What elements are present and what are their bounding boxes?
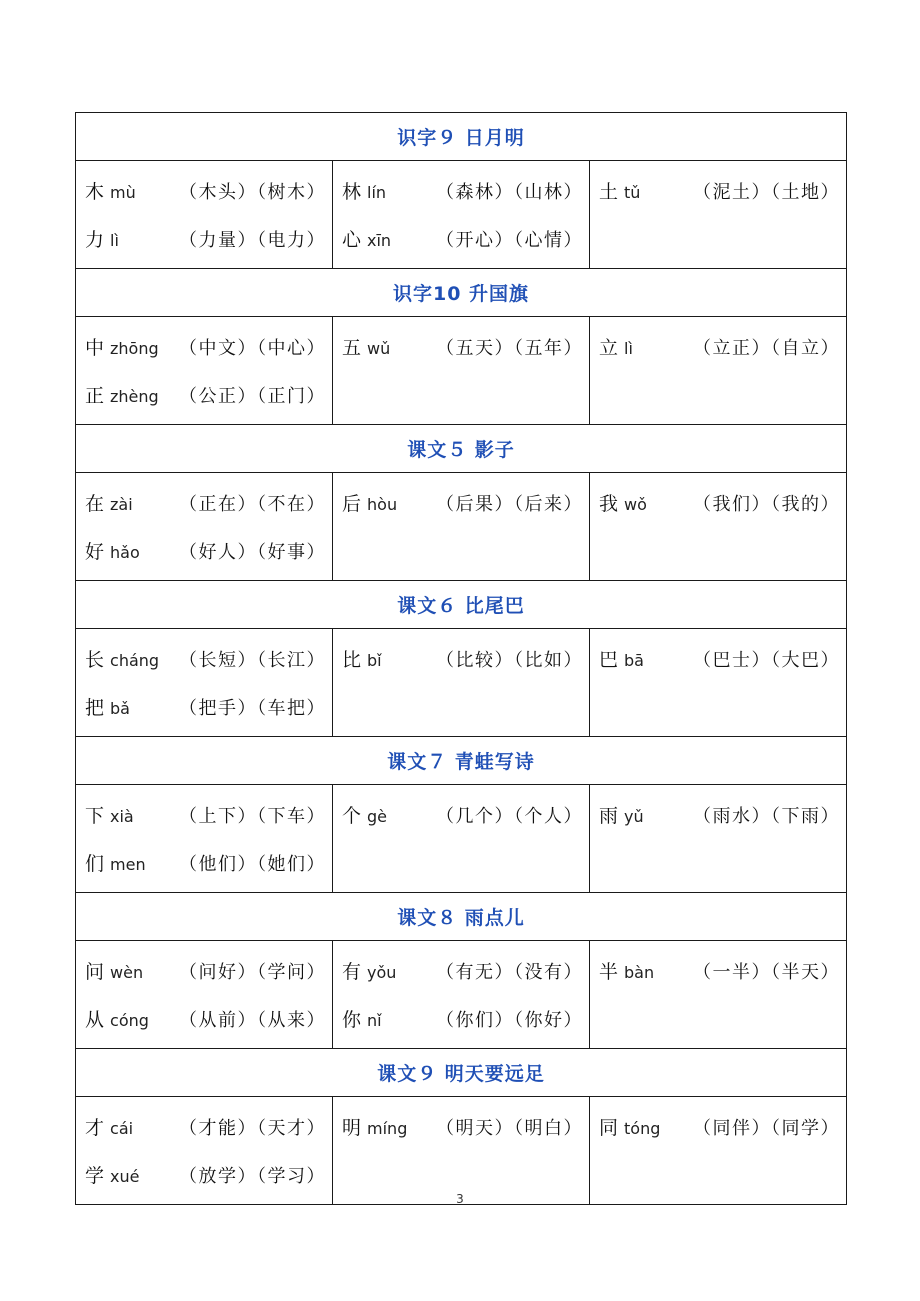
character-with-pinyin [342, 1104, 407, 1153]
vocab-entry [342, 324, 583, 372]
vocab-entry [85, 372, 326, 420]
character-with-pinyin [342, 168, 386, 217]
pinyin: xīn [367, 231, 392, 250]
vocab-entry [85, 480, 326, 528]
vocab-entry [599, 792, 840, 840]
entry-cell [76, 161, 333, 269]
example-words: （从前）（从来） [179, 1010, 326, 1031]
hanzi-character: 林 [342, 181, 362, 203]
entry-cell [76, 941, 333, 1049]
entry-list [333, 473, 589, 532]
section-header-row [76, 1049, 847, 1097]
hanzi-character: 长 [85, 649, 105, 671]
section-header-cell [76, 893, 847, 941]
entry-list [76, 629, 332, 736]
section-title: 课文９ 明天要远足 [377, 1063, 545, 1085]
entry-cell [590, 629, 847, 737]
vocabulary-table [75, 112, 847, 1205]
section-entries-row [76, 161, 847, 269]
entry-cell [76, 785, 333, 893]
vocab-entry [342, 168, 583, 216]
entry-cell [590, 785, 847, 893]
vocab-entry [85, 792, 326, 840]
section-header-cell [76, 1049, 847, 1097]
entry-list [76, 161, 332, 268]
pinyin: hòu [367, 495, 398, 514]
section-header-row [76, 581, 847, 629]
character-with-pinyin [85, 684, 130, 733]
vocab-entry [85, 168, 326, 216]
section-header-row [76, 269, 847, 317]
pinyin: gè [367, 807, 388, 826]
hanzi-character: 从 [85, 1009, 105, 1031]
hanzi-character: 问 [85, 961, 105, 983]
hanzi-character: 你 [342, 1009, 362, 1031]
vocab-entry [85, 996, 326, 1044]
pinyin: xué [110, 1167, 140, 1186]
vocab-entry [342, 636, 583, 684]
hanzi-character: 同 [599, 1117, 619, 1139]
vocab-entry [85, 684, 326, 732]
example-words: （中文）（中心） [179, 338, 326, 359]
example-words: （正在）（不在） [179, 494, 326, 515]
hanzi-character: 力 [85, 229, 105, 251]
example-words: （雨水）（下雨） [693, 806, 840, 827]
pinyin: tóng [624, 1119, 661, 1138]
pinyin: cóng [110, 1011, 149, 1030]
vocab-entry [85, 324, 326, 372]
pinyin: bǐ [367, 651, 382, 670]
example-words: （长短）（长江） [179, 650, 326, 671]
example-words: （好人）（好事） [179, 542, 326, 563]
example-words: （明天）（明白） [436, 1118, 583, 1139]
vocab-entry [342, 948, 583, 996]
hanzi-character: 比 [342, 649, 362, 671]
example-words: （公正）（正门） [179, 386, 326, 407]
hanzi-character: 五 [342, 337, 362, 359]
entry-list [333, 785, 589, 844]
section-title: 识字９ 日月明 [397, 127, 525, 149]
example-words: （森林）（山林） [436, 182, 583, 203]
entry-list [76, 785, 332, 892]
section-entries-row [76, 629, 847, 737]
entry-list [590, 629, 846, 688]
pinyin: men [110, 855, 146, 874]
example-words: （比较）（比如） [436, 650, 583, 671]
example-words: （放学）（学习） [179, 1166, 326, 1187]
entry-list [590, 161, 846, 220]
pinyin: nǐ [367, 1011, 382, 1030]
section-header-cell [76, 269, 847, 317]
entry-cell [590, 941, 847, 1049]
example-words: （问好）（学问） [179, 962, 326, 983]
hanzi-character: 有 [342, 961, 362, 983]
character-with-pinyin [599, 168, 640, 217]
pinyin: wǔ [367, 339, 391, 358]
character-with-pinyin [599, 1104, 660, 1153]
section-header-row [76, 893, 847, 941]
section-title: 识字10 升国旗 [392, 283, 530, 305]
hanzi-character: 半 [599, 961, 619, 983]
character-with-pinyin [85, 840, 146, 889]
example-words: （上下）（下车） [179, 806, 326, 827]
character-with-pinyin [342, 996, 382, 1045]
character-with-pinyin [85, 324, 159, 373]
character-with-pinyin [85, 528, 140, 577]
character-with-pinyin [85, 168, 136, 217]
vocab-entry [599, 168, 840, 216]
entry-cell [76, 1097, 333, 1205]
hanzi-character: 个 [342, 805, 362, 827]
vocab-entry [599, 948, 840, 996]
entry-list [333, 941, 589, 1048]
section-header-cell [76, 425, 847, 473]
character-with-pinyin [599, 480, 647, 529]
pinyin: míng [367, 1119, 408, 1138]
entry-cell [590, 161, 847, 269]
pinyin: mù [110, 183, 136, 202]
section-entries-row [76, 1097, 847, 1205]
entry-cell [590, 1097, 847, 1205]
entry-cell [333, 161, 590, 269]
pinyin: wǒ [624, 495, 647, 514]
example-words: （开心）（心情） [436, 230, 583, 251]
character-with-pinyin [85, 948, 143, 997]
hanzi-character: 雨 [599, 805, 619, 827]
entry-cell [333, 629, 590, 737]
hanzi-character: 巴 [599, 649, 619, 671]
example-words: （立正）（自立） [693, 338, 840, 359]
vocab-entry [599, 324, 840, 372]
entry-list [76, 1097, 332, 1204]
entry-list [590, 941, 846, 1000]
hanzi-character: 我 [599, 493, 619, 515]
hanzi-character: 木 [85, 181, 105, 203]
vocab-entry [85, 948, 326, 996]
entry-cell [333, 785, 590, 893]
entry-list [590, 473, 846, 532]
character-with-pinyin [599, 792, 644, 841]
section-header-cell [76, 113, 847, 161]
hanzi-character: 把 [85, 697, 105, 719]
entry-cell [76, 473, 333, 581]
hanzi-character: 们 [85, 853, 105, 875]
entry-list [333, 1097, 589, 1156]
example-words: （有无）（没有） [436, 962, 583, 983]
entry-cell [333, 941, 590, 1049]
pinyin: bàn [624, 963, 655, 982]
vocab-entry [85, 840, 326, 888]
pinyin: zài [110, 495, 133, 514]
section-header-row [76, 737, 847, 785]
section-entries-row [76, 473, 847, 581]
pinyin: cái [110, 1119, 134, 1138]
section-header-row [76, 113, 847, 161]
hanzi-character: 学 [85, 1165, 105, 1187]
vocab-entry [342, 1104, 583, 1152]
character-with-pinyin [342, 216, 391, 265]
vocab-entry [599, 1104, 840, 1152]
example-words: （他们）（她们） [179, 854, 326, 875]
character-with-pinyin [599, 636, 644, 685]
vocab-entry [85, 1104, 326, 1152]
entry-list [333, 629, 589, 688]
entry-cell [76, 629, 333, 737]
hanzi-character: 好 [85, 541, 105, 563]
entry-cell [333, 1097, 590, 1205]
pinyin: tǔ [624, 183, 641, 202]
section-entries-row [76, 317, 847, 425]
character-with-pinyin [342, 324, 390, 373]
section-entries-row [76, 941, 847, 1049]
hanzi-character: 明 [342, 1117, 362, 1139]
example-words: （巴士）（大巴） [693, 650, 840, 671]
example-words: （一半）（半天） [693, 962, 840, 983]
entry-cell [590, 317, 847, 425]
character-with-pinyin [85, 636, 159, 685]
pinyin: lín [367, 183, 387, 202]
vocab-entry [85, 636, 326, 684]
character-with-pinyin [85, 792, 134, 841]
character-with-pinyin [85, 480, 133, 529]
entry-list [76, 941, 332, 1048]
example-words: （把手）（车把） [179, 698, 326, 719]
example-words: （力量）（电力） [179, 230, 326, 251]
example-words: （才能）（天才） [179, 1118, 326, 1139]
section-title: 课文８ 雨点儿 [397, 907, 525, 929]
example-words: （我们）（我的） [693, 494, 840, 515]
example-words: （同伴）（同学） [693, 1118, 840, 1139]
section-title: 课文７ 青蛙写诗 [387, 751, 535, 773]
entry-cell [333, 473, 590, 581]
section-header-cell [76, 581, 847, 629]
vocab-entry [599, 636, 840, 684]
entry-cell [590, 473, 847, 581]
vocab-entry [342, 792, 583, 840]
example-words: （你们）（你好） [436, 1010, 583, 1031]
section-title: 课文６ 比尾巴 [397, 595, 525, 617]
example-words: （五天）（五年） [436, 338, 583, 359]
pinyin: bǎ [110, 699, 130, 718]
entry-list [590, 1097, 846, 1156]
entry-list [76, 317, 332, 424]
hanzi-character: 土 [599, 181, 619, 203]
entry-cell [333, 317, 590, 425]
character-with-pinyin [85, 372, 159, 421]
pinyin: zhōng [110, 339, 159, 358]
pinyin: yǒu [367, 963, 397, 982]
character-with-pinyin [599, 948, 654, 997]
hanzi-character: 中 [85, 337, 105, 359]
entry-list [333, 161, 589, 268]
entry-list [76, 473, 332, 580]
entry-list [333, 317, 589, 376]
character-with-pinyin [342, 480, 397, 529]
section-entries-row [76, 785, 847, 893]
hanzi-character: 心 [342, 229, 362, 251]
hanzi-character: 下 [85, 805, 105, 827]
character-with-pinyin [599, 324, 633, 373]
entry-list [590, 317, 846, 376]
vocab-entry [85, 216, 326, 264]
vocab-entry [85, 528, 326, 576]
hanzi-character: 后 [342, 493, 362, 515]
pinyin: cháng [110, 651, 160, 670]
example-words: （泥土）（土地） [693, 182, 840, 203]
pinyin: lì [110, 231, 119, 250]
pinyin: zhèng [110, 387, 159, 406]
example-words: （后果）（后来） [436, 494, 583, 515]
entry-list [590, 785, 846, 844]
pinyin: xià [110, 807, 134, 826]
vocab-entry [342, 216, 583, 264]
character-with-pinyin [342, 636, 382, 685]
section-header-row [76, 425, 847, 473]
character-with-pinyin [342, 792, 387, 841]
section-header-cell [76, 737, 847, 785]
hanzi-character: 立 [599, 337, 619, 359]
pinyin: yǔ [624, 807, 644, 826]
pinyin: lì [624, 339, 633, 358]
character-with-pinyin [85, 996, 149, 1045]
page-number: 3 [456, 1192, 464, 1206]
example-words: （几个）（个人） [436, 806, 583, 827]
example-words: （木头）（树木） [179, 182, 326, 203]
vocab-entry [342, 480, 583, 528]
section-title: 课文５ 影子 [407, 439, 515, 461]
hanzi-character: 在 [85, 493, 105, 515]
vocab-entry [599, 480, 840, 528]
character-with-pinyin [85, 1104, 133, 1153]
vocab-entry [342, 996, 583, 1044]
entry-cell [76, 317, 333, 425]
pinyin: wèn [110, 963, 144, 982]
pinyin: hǎo [110, 543, 140, 562]
hanzi-character: 才 [85, 1117, 105, 1139]
vocabulary-table-body [76, 113, 847, 1205]
hanzi-character: 正 [85, 385, 105, 407]
character-with-pinyin [85, 216, 119, 265]
pinyin: bā [624, 651, 644, 670]
character-with-pinyin [342, 948, 396, 997]
